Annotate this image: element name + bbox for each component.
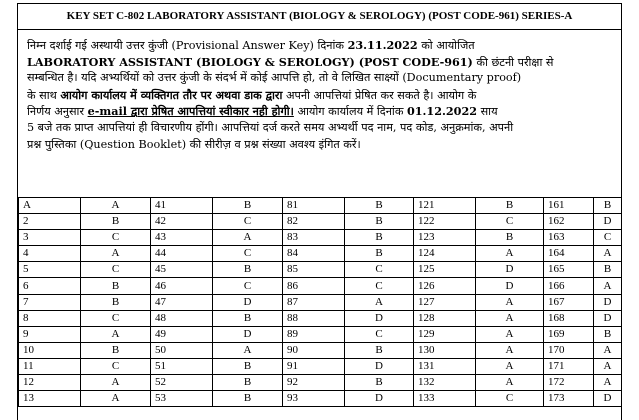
question-number-cell: 6 — [19, 278, 81, 294]
question-number-cell: 92 — [283, 375, 345, 391]
question-number-cell: 8 — [19, 310, 81, 326]
question-number-cell: 126 — [414, 278, 476, 294]
answer-cell: B — [213, 262, 283, 278]
question-number-cell: 121 — [414, 198, 476, 214]
notice-line — [27, 70, 617, 87]
notice-text: के साथ — [27, 88, 61, 102]
answer-cell: C — [476, 391, 544, 407]
question-number-cell: 3 — [19, 230, 81, 246]
question-number-cell: 168 — [544, 310, 594, 326]
answer-cell: A — [594, 375, 622, 391]
table-row — [19, 278, 622, 294]
notice-text: e-mail द्वारा प्रेषित आपत्तियां स्वीकार नही होगी। — [87, 104, 294, 119]
answer-cell: B — [213, 375, 283, 391]
table-row — [19, 310, 622, 326]
question-number-cell: 123 — [414, 230, 476, 246]
question-number-cell: 10 — [19, 342, 81, 358]
question-number-cell: 7 — [19, 294, 81, 310]
answer-cell: B — [81, 278, 151, 294]
notice-line — [27, 103, 617, 120]
question-number-cell: 44 — [151, 246, 213, 262]
notice-line — [27, 120, 617, 137]
answer-cell: A — [213, 342, 283, 358]
answer-cell: D — [476, 278, 544, 294]
question-number-cell: 83 — [283, 230, 345, 246]
question-number-cell: 53 — [151, 391, 213, 407]
answer-cell: C — [213, 246, 283, 262]
answer-cell: B — [594, 198, 622, 214]
question-number-cell: A — [19, 198, 81, 214]
question-number-cell: 2 — [19, 214, 81, 230]
question-number-cell: 11 — [19, 358, 81, 374]
answer-cell: D — [594, 391, 622, 407]
question-number-cell: 42 — [151, 214, 213, 230]
notice-text: प्रश्न पुस्तिका (Question Booklet) की सीरीज़ व प्रश्न संख्या अवश्य इंगित करें। — [27, 137, 361, 151]
notice-text: 5 बजे तक प्राप्त आपत्तियां ही विचारणीय होंगी। आपत्तियां दर्ज करते समय अभ्यर्थी पद नाम, पद कोड, अनुक्रमांक, अपनी — [27, 120, 514, 134]
table-row — [19, 342, 622, 358]
table-row — [19, 375, 622, 391]
answer-cell: D — [213, 326, 283, 342]
answer-cell: C — [81, 230, 151, 246]
table-row — [19, 214, 622, 230]
provisional-key-notice — [27, 37, 617, 153]
answer-cell: A — [81, 375, 151, 391]
answer-cell: C — [345, 326, 414, 342]
answer-cell: C — [81, 310, 151, 326]
question-number-cell: 127 — [414, 294, 476, 310]
notice-text: 23.11.2022 — [347, 38, 418, 52]
answer-cell: C — [476, 214, 544, 230]
question-number-cell: 122 — [414, 214, 476, 230]
answer-cell: A — [81, 246, 151, 262]
answer-cell: B — [81, 342, 151, 358]
notice-text: LABORATORY ASSISTANT (BIOLOGY & SEROLOGY) (POST CODE-961) — [27, 54, 473, 69]
answer-key-table — [18, 197, 622, 407]
answer-cell: B — [213, 358, 283, 374]
notice-line — [27, 37, 617, 54]
answer-cell: D — [476, 262, 544, 278]
question-number-cell: 132 — [414, 375, 476, 391]
question-number-cell: 5 — [19, 262, 81, 278]
question-number-cell: 170 — [544, 342, 594, 358]
question-number-cell: 164 — [544, 246, 594, 262]
question-number-cell: 9 — [19, 326, 81, 342]
question-number-cell: 43 — [151, 230, 213, 246]
question-number-cell: 52 — [151, 375, 213, 391]
answer-cell: A — [594, 342, 622, 358]
question-number-cell: 82 — [283, 214, 345, 230]
table-row — [19, 358, 622, 374]
question-number-cell: 128 — [414, 310, 476, 326]
notice-line — [27, 137, 617, 154]
question-number-cell: 86 — [283, 278, 345, 294]
notice-text: को आयोजित — [417, 39, 475, 52]
question-number-cell: 87 — [283, 294, 345, 310]
answer-cell: A — [476, 294, 544, 310]
answer-cell: B — [81, 294, 151, 310]
notice-line — [27, 54, 617, 71]
answer-cell: B — [345, 246, 414, 262]
question-number-cell: 50 — [151, 342, 213, 358]
answer-cell: C — [81, 358, 151, 374]
question-number-cell: 81 — [283, 198, 345, 214]
question-number-cell: 49 — [151, 326, 213, 342]
table-row — [19, 246, 622, 262]
table-row — [19, 391, 622, 407]
question-number-cell: 165 — [544, 262, 594, 278]
answer-cell: B — [345, 342, 414, 358]
notice-text: अपनी आपत्तियां प्रेषित कर सकते है। आयोग के — [282, 88, 477, 102]
answer-cell: D — [594, 310, 622, 326]
question-number-cell: 41 — [151, 198, 213, 214]
notice-text: आयोग कार्यालय में दिनांक — [293, 105, 407, 119]
answer-cell: D — [594, 294, 622, 310]
answer-cell: A — [476, 326, 544, 342]
answer-cell: C — [345, 262, 414, 278]
notice-text: साय — [477, 105, 498, 119]
answer-cell: A — [594, 278, 622, 294]
answer-cell: B — [476, 198, 544, 214]
notice-line — [27, 87, 617, 104]
document-header: KEY SET C-802 LABORATORY ASSISTANT (BIOLOGY & SEROLOGY) (POST CODE-961) SERIES-A — [18, 4, 621, 30]
notice-text: 01.12.2022 — [406, 104, 478, 119]
answer-cell: A — [81, 326, 151, 342]
answer-cell: B — [345, 230, 414, 246]
question-number-cell: 169 — [544, 326, 594, 342]
answer-cell: A — [476, 342, 544, 358]
question-number-cell: 166 — [544, 278, 594, 294]
answer-cell: A — [81, 391, 151, 407]
question-number-cell: 131 — [414, 358, 476, 374]
answer-cell: D — [345, 310, 414, 326]
question-number-cell: 4 — [19, 246, 81, 262]
answer-cell: A — [594, 358, 622, 374]
question-number-cell: 93 — [283, 391, 345, 407]
answer-cell: C — [345, 278, 414, 294]
answer-cell: B — [345, 198, 414, 214]
answer-cell: A — [81, 198, 151, 214]
question-number-cell: 85 — [283, 262, 345, 278]
table-row — [19, 326, 622, 342]
answer-cell: D — [345, 391, 414, 407]
answer-cell: C — [213, 278, 283, 294]
answer-cell: B — [213, 310, 283, 326]
answer-cell: B — [476, 230, 544, 246]
question-number-cell: 124 — [414, 246, 476, 262]
answer-cell: C — [213, 214, 283, 230]
answer-cell: C — [594, 230, 622, 246]
answer-cell: B — [213, 391, 283, 407]
answer-cell: D — [213, 294, 283, 310]
question-number-cell: 51 — [151, 358, 213, 374]
answer-cell: A — [345, 294, 414, 310]
answer-cell: B — [594, 262, 622, 278]
answer-cell: C — [81, 262, 151, 278]
answer-cell: B — [345, 214, 414, 230]
answer-cell: A — [476, 246, 544, 262]
notice-text: की छंटनी परीक्षा से — [472, 55, 554, 69]
table-row — [19, 198, 622, 214]
question-number-cell: 172 — [544, 375, 594, 391]
answer-cell: A — [476, 310, 544, 326]
answer-cell: A — [213, 230, 283, 246]
question-number-cell: 125 — [414, 262, 476, 278]
question-number-cell: 45 — [151, 262, 213, 278]
question-number-cell: 12 — [19, 375, 81, 391]
answer-cell: B — [213, 198, 283, 214]
question-number-cell: 91 — [283, 358, 345, 374]
table-row — [19, 262, 622, 278]
notice-text: निर्णय अनुसार — [27, 105, 88, 119]
notice-text: निम्न दर्शाई गई अस्थायी उत्तर कुंजी (Provisional Answer Key) दिनांक — [27, 39, 348, 52]
question-number-cell: 161 — [544, 198, 594, 214]
question-number-cell: 13 — [19, 391, 81, 407]
answer-cell: D — [345, 358, 414, 374]
question-number-cell: 46 — [151, 278, 213, 294]
answer-cell: B — [345, 375, 414, 391]
question-number-cell: 88 — [283, 310, 345, 326]
answer-cell: D — [594, 214, 622, 230]
notice-text: आयोग कार्यालय में व्यक्तिगत तौर पर अथवा डाक द्वारा — [60, 87, 283, 102]
question-number-cell: 129 — [414, 326, 476, 342]
question-number-cell: 173 — [544, 391, 594, 407]
question-number-cell: 130 — [414, 342, 476, 358]
answer-cell: B — [594, 326, 622, 342]
question-number-cell: 162 — [544, 214, 594, 230]
answer-cell: B — [81, 214, 151, 230]
table-row — [19, 294, 622, 310]
question-number-cell: 133 — [414, 391, 476, 407]
answer-cell: A — [476, 375, 544, 391]
answer-cell: A — [594, 246, 622, 262]
question-number-cell: 90 — [283, 342, 345, 358]
answer-cell: A — [476, 358, 544, 374]
question-number-cell: 171 — [544, 358, 594, 374]
answer-key-document — [17, 3, 622, 420]
question-number-cell: 89 — [283, 326, 345, 342]
question-number-cell: 163 — [544, 230, 594, 246]
table-row — [19, 230, 622, 246]
question-number-cell: 48 — [151, 310, 213, 326]
notice-text: सम्बन्धित है। यदि अभ्यर्थियों को उत्तर कुंजी के संदर्भ में कोई आपत्ति हो, तो वे लिखित साक्ष्यों (Documentary proof) — [27, 71, 522, 85]
question-number-cell: 167 — [544, 294, 594, 310]
question-number-cell: 84 — [283, 246, 345, 262]
question-number-cell: 47 — [151, 294, 213, 310]
